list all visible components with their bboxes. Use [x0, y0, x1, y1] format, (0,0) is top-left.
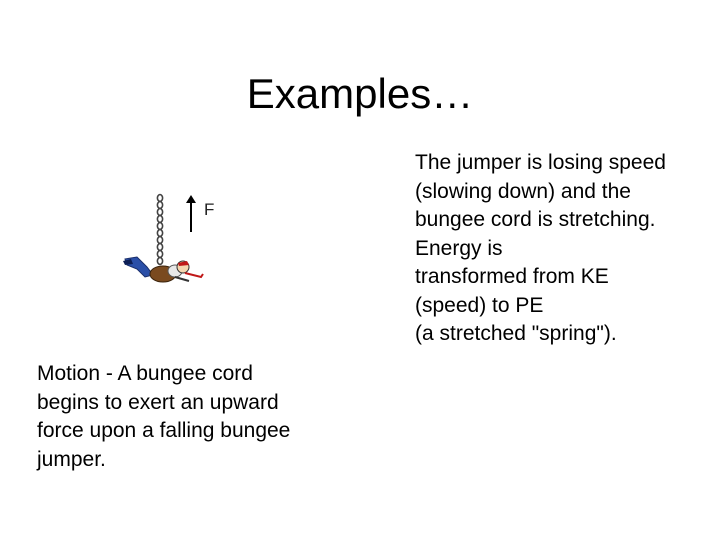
motion-line: begins to exert an upward	[37, 390, 279, 414]
description-line: bungee cord is stretching.	[415, 208, 656, 231]
description-line: Energy is	[415, 236, 503, 260]
bungee-figure	[115, 185, 235, 300]
motion-text	[37, 360, 357, 474]
motion-line: force upon a falling bungee	[37, 419, 291, 442]
up-arrow-icon	[186, 195, 196, 232]
slide-title: Examples…	[246, 70, 474, 117]
description-line: transformed from KE	[415, 265, 609, 288]
description-line: (a stretched "spring").	[415, 322, 617, 345]
description-line: (slowing down) and the	[415, 179, 631, 203]
force-label: F	[204, 200, 215, 219]
description-line: (speed) to PE	[415, 293, 544, 317]
motion-line: Motion - A bungee cord	[37, 362, 253, 385]
motion-line: jumper.	[37, 447, 106, 471]
description-line: The jumper is losing speed	[415, 151, 666, 174]
bungee-cord-icon	[157, 195, 162, 265]
description-text	[415, 149, 715, 349]
